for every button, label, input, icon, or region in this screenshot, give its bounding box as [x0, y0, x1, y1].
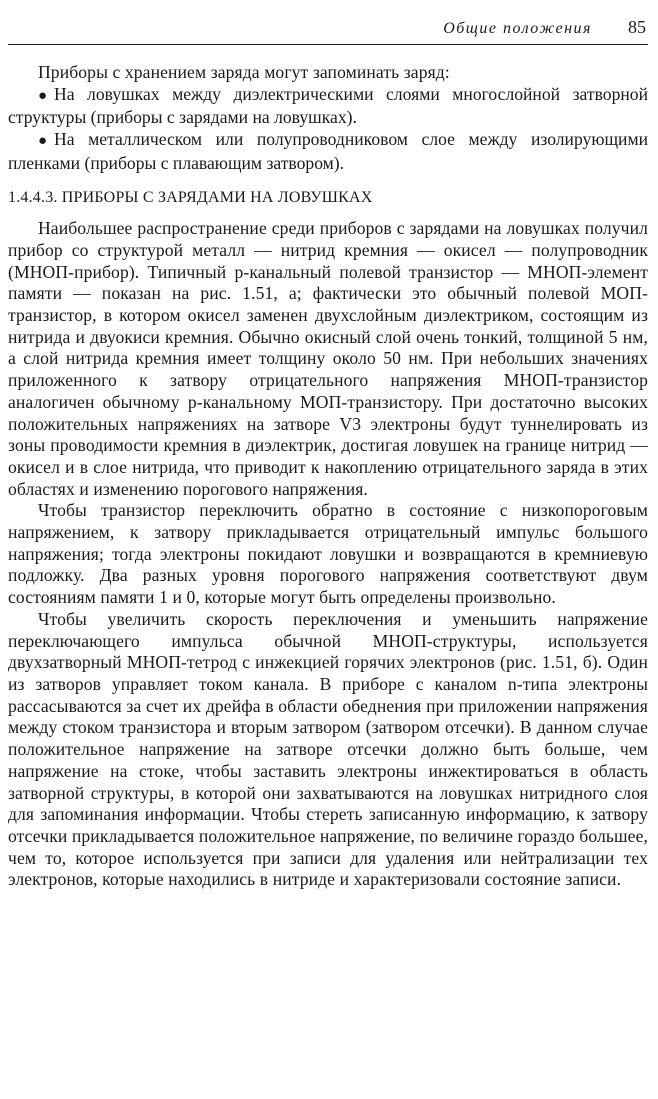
- bullet-item-2: [8, 129, 648, 174]
- section-heading: 1.4.4.3. ПРИБОРЫ С ЗАРЯДАМИ НА ЛОВУШКАХ: [8, 188, 373, 206]
- bullet-item-1-text: На ловушках между диэлектрическими слоями многослойной затворной структуры (приборы с зарядами на ловушках).: [8, 83, 648, 128]
- bullet-item-2-text: На металлическом или полупроводниковом слое между изолирующими пленками (приборы с плавающим затвором).: [8, 129, 648, 173]
- page-header: [8, 14, 648, 45]
- paragraph-mnos-tetrode: Чтобы увеличить скорость переключения и уменьшить напряжение переключающего импульса обычной МНОП-структуры, используется двухзатворный МНОП-тетрод с инжекцией горячих электронов (рис. 1.51, б). Один из затворов управляет током канала. В приборе с каналом n-типа электроны рассасываются за счет их дрейфа в области обеднения при приложении напряжения между стоком транзистора и вторым затвором (затвором отсечки). В данном случае положительное напряжение на затворе отсечки должно быть больше, чем напряжение на стоке, чтобы заставить электроны инжектироваться в область затворной структуры, в которой они захватываются на ловушках нитридного слоя для запоминания информации. Чтобы стереть записанную информацию, к затвору отсечки прикладывается положительное напряжение, по величине гораздо большее, чем то, которое используется при записи для удаления или нейтрализации тех электронов, которые находились в нитриде и характеризовали состояние записи.: [8, 608, 648, 890]
- bullet-item-1: [8, 84, 648, 129]
- intro-lead: Приборы с хранением заряда могут запоминать заряд:: [38, 62, 450, 82]
- running-title: Общие положения: [443, 20, 592, 37]
- page-body: [8, 62, 648, 891]
- paragraph-mnos-device: Наибольшее распространение среди приборов с зарядами на ловушках получил прибор со структурой металл — нитрид кремния — окисел — полупроводник (МНОП-прибор). Типичный p-канальный полевой транзистор — МНОП-элемент памяти — показан на рис. 1.51, а; фактически это обычный полевой МОП-транзистор, в котором окисел заменен двухслойным диэлектриком, состоящим из нитрида и двуокиси кремния. Обычно окисный слой очень тонкий, толщиной 5 нм, а слой нитрида кремния имеет толщину около 50 нм. При небольших значениях приложенного к затвору отрицательного напряжения МНОП-транзистор аналогичен обычному p-канальному МОП-транзистору. При достаточно высоких положительных напряжениях на затворе V3 электроны будут туннелировать из зоны проводимости кремния в диэлектрик, достигая ловушек на границе нитрид — окисел и в слое нитрида, что приводит к накоплению отрицательного заряда в этих областях и изменению порогового напряжения.: [8, 218, 648, 499]
- bullet-dot-icon: ●: [38, 87, 48, 104]
- paragraph-switching-back: Чтобы транзистор переключить обратно в состояние с низкопороговым напряжением, к затвору прикладывается отрицательный импульс большого напряжения; тогда электроны покидают ловушки и возвращаются в кремниевую подложку. Два разных уровня порогового напряжения соответствуют двум состояниям памяти 1 и 0, которые могут быть определены произвольно.: [8, 500, 648, 608]
- page-number: 85: [628, 17, 646, 37]
- bullet-dot-icon: ●: [38, 133, 48, 150]
